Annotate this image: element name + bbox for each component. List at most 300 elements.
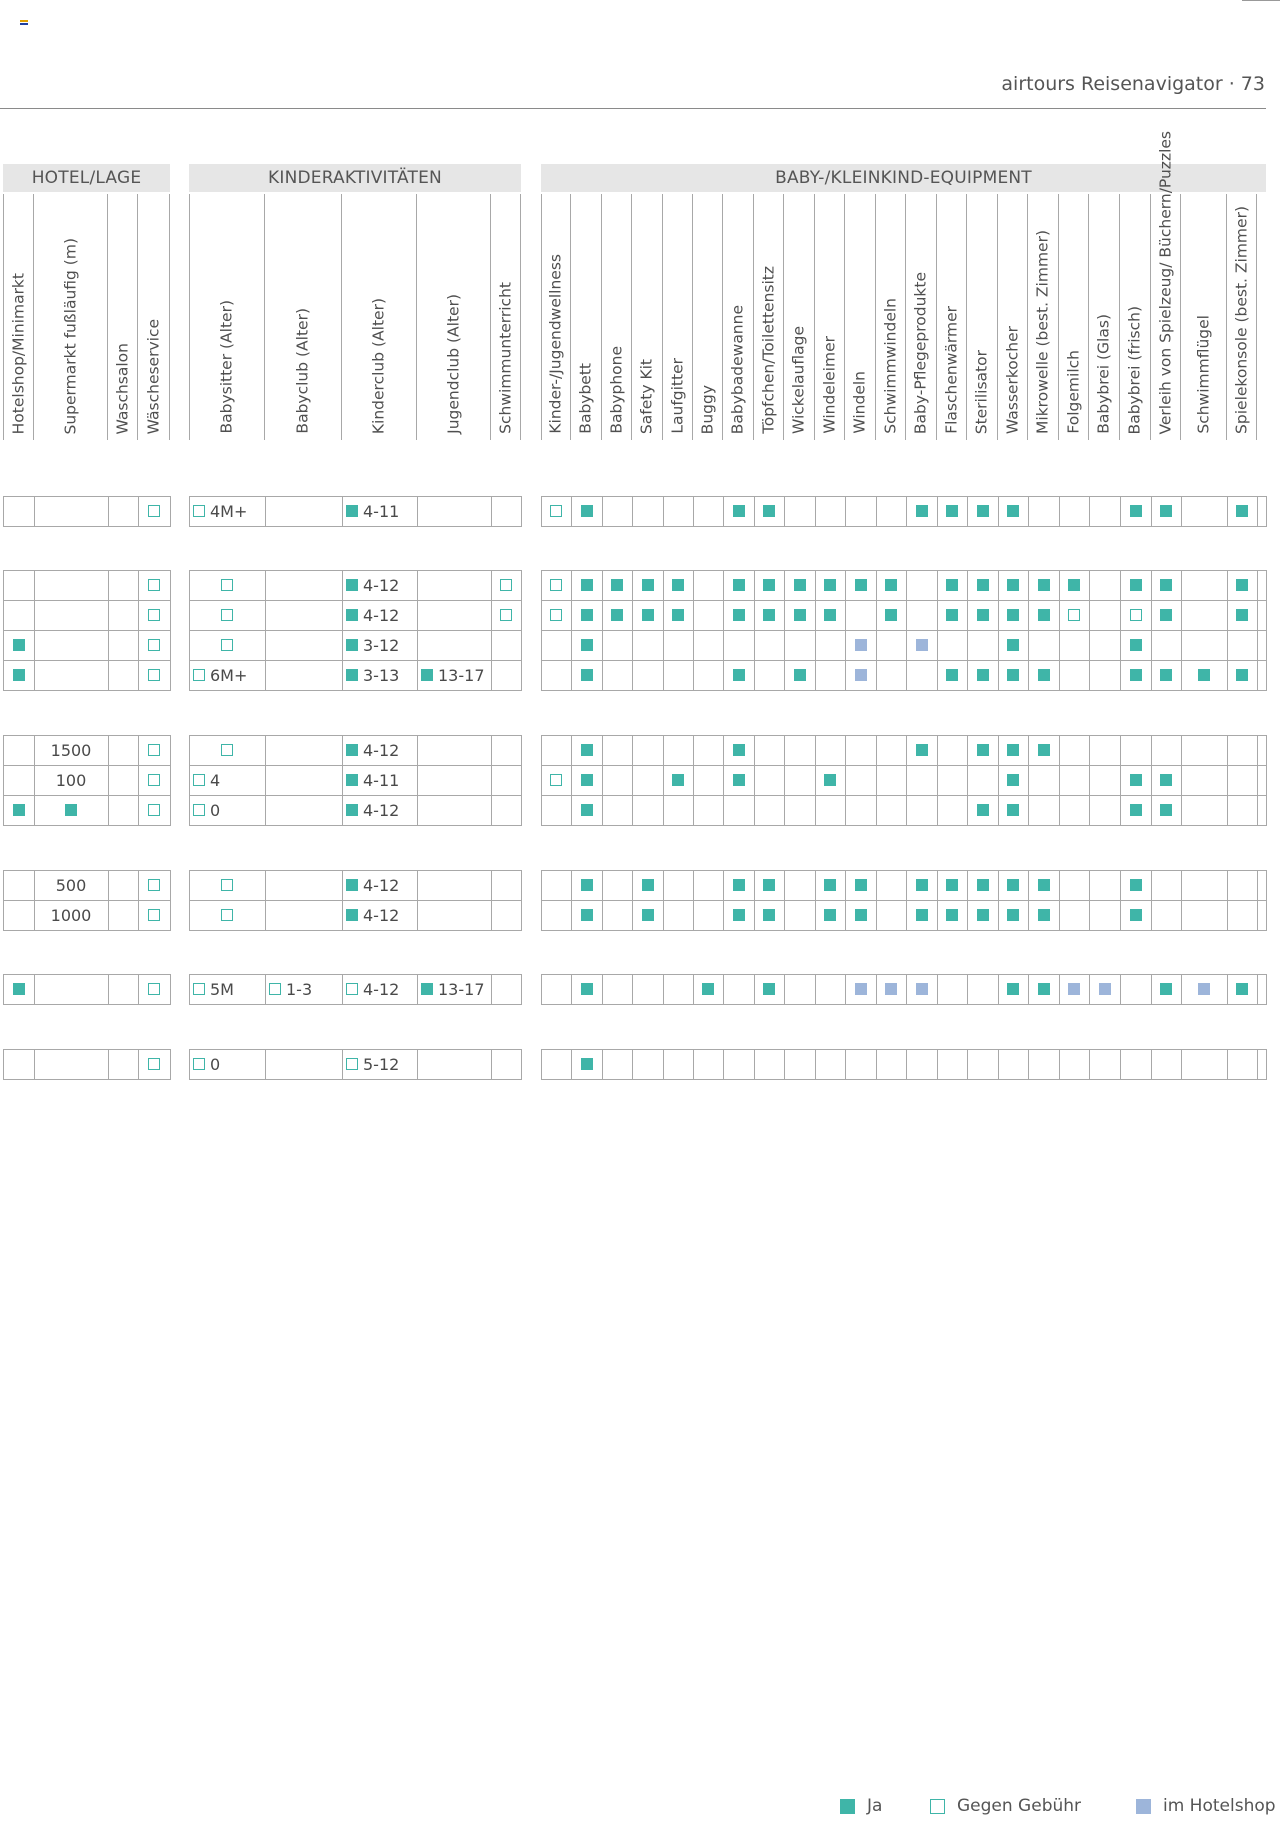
column-header-label: Waschsalon — [113, 342, 131, 434]
cell-divider — [906, 1050, 907, 1079]
ja-marker — [946, 609, 958, 621]
table-cell — [1181, 660, 1227, 690]
ja-marker — [13, 639, 25, 651]
ja-marker — [346, 744, 358, 756]
ja-marker — [1160, 609, 1172, 621]
table-cell — [998, 600, 1028, 630]
ja-marker — [421, 669, 433, 681]
table-cell — [1227, 974, 1257, 1004]
table-cell — [342, 630, 417, 660]
table-cell — [1151, 570, 1181, 600]
ja-marker — [1007, 669, 1019, 681]
table-cell — [1120, 795, 1151, 825]
column-header-label: Buggy — [698, 384, 716, 434]
table-cell — [845, 870, 876, 900]
column-header-label: Wäscheservice — [144, 318, 162, 434]
table-cell — [189, 870, 265, 900]
cell-divider — [1181, 1050, 1182, 1079]
cell-divider — [845, 1050, 846, 1079]
ja-marker — [763, 879, 775, 891]
cell-divider — [491, 975, 492, 1004]
cell-value: 500 — [55, 875, 87, 895]
ja-marker — [977, 609, 989, 621]
im-hotelshop-marker — [916, 639, 928, 651]
table-cell — [754, 900, 784, 930]
cell-divider — [1257, 1050, 1258, 1079]
ja-marker — [581, 909, 593, 921]
cell-divider — [602, 1050, 603, 1079]
ja-marker — [346, 669, 358, 681]
table-cell — [342, 600, 417, 630]
cell-divider — [491, 736, 492, 825]
cell-divider — [1059, 736, 1060, 825]
table-cell — [723, 570, 754, 600]
ja-marker — [824, 774, 836, 786]
ja-marker — [1160, 774, 1172, 786]
cell-divider — [34, 975, 35, 1004]
table-cell — [723, 870, 754, 900]
cell-divider — [815, 497, 816, 526]
cell-divider — [602, 497, 603, 526]
ja-marker — [1038, 879, 1050, 891]
table-cell — [189, 1049, 265, 1079]
gegen-gebuehr-marker — [346, 983, 358, 995]
cell-value: 4-12 — [363, 905, 400, 925]
table-cell — [541, 600, 571, 630]
table-cell — [3, 630, 34, 660]
gegen-gebuehr-marker — [221, 609, 233, 621]
table-cell — [571, 974, 602, 1004]
cell-divider — [1059, 497, 1060, 526]
cell-divider — [937, 975, 938, 1004]
cell-value: 4-12 — [363, 575, 400, 595]
cell-value: 4-12 — [363, 875, 400, 895]
ja-marker — [1007, 639, 1019, 651]
cell-divider — [967, 975, 968, 1004]
table-cell — [571, 795, 602, 825]
table-cell — [138, 765, 170, 795]
ja-marker — [642, 609, 654, 621]
cell-divider — [845, 736, 846, 825]
ja-marker — [977, 669, 989, 681]
gegen-gebuehr-marker — [148, 744, 160, 756]
ja-marker — [855, 579, 867, 591]
table-cell — [1028, 735, 1059, 765]
column-header-label: Wickelauflage — [789, 325, 808, 434]
ja-marker — [824, 879, 836, 891]
cell-divider — [754, 736, 755, 825]
table-cell — [1028, 600, 1059, 630]
column-header-label: Windeln — [850, 371, 869, 434]
table-cell — [815, 900, 845, 930]
gegen-gebuehr-marker — [193, 505, 205, 517]
cell-divider — [784, 497, 785, 526]
cell-value: 4-12 — [363, 740, 400, 760]
ja-marker — [733, 669, 745, 681]
table-cell — [1151, 660, 1181, 690]
column-header-label: Babybrei (frisch) — [1125, 305, 1144, 434]
legend — [0, 1796, 1280, 1818]
column-header-label: Mikrowelle (best. Zimmer) — [1033, 230, 1052, 434]
column-header-27 — [1089, 194, 1120, 440]
column-header-20 — [876, 194, 906, 440]
column-header-label: Schwimmwindeln — [881, 298, 899, 434]
im-hotelshop-marker — [916, 983, 928, 995]
ja-marker — [733, 909, 745, 921]
table-cell — [571, 660, 602, 690]
cell-value: 13-17 — [438, 979, 485, 999]
ja-marker — [581, 879, 593, 891]
table-cell — [998, 496, 1028, 526]
table-cell — [906, 900, 937, 930]
ja-marker — [581, 983, 593, 995]
cell-value: 1000 — [50, 905, 92, 925]
table-cell — [189, 630, 265, 660]
table-cell — [906, 496, 937, 526]
cell-divider — [632, 975, 633, 1004]
column-header-8 — [491, 194, 521, 440]
table-cell — [845, 900, 876, 930]
table-cell — [138, 570, 170, 600]
ja-marker — [1160, 669, 1172, 681]
column-header-label: Schwimmunterricht — [496, 282, 514, 434]
gegen-gebuehr-marker — [148, 909, 160, 921]
ja-marker — [672, 774, 684, 786]
cell-divider — [815, 975, 816, 1004]
gegen-gebuehr-marker — [193, 774, 205, 786]
column-header-label: Babybadewanne — [728, 304, 747, 434]
table-cell — [998, 735, 1028, 765]
ja-marker — [346, 609, 358, 621]
table-cell — [663, 570, 693, 600]
ja-marker — [763, 505, 775, 517]
cell-divider — [1257, 736, 1258, 825]
cell-value: 4-12 — [363, 605, 400, 625]
table-cell — [571, 496, 602, 526]
legend-item-gegen-geb-hr — [930, 1796, 1081, 1816]
cell-divider — [1120, 1050, 1121, 1079]
table-cell — [138, 630, 170, 660]
table-cell — [189, 974, 265, 1004]
table-cell — [998, 660, 1028, 690]
column-header-15 — [723, 194, 754, 440]
ja-marker — [733, 879, 745, 891]
gegen-gebuehr-marker — [148, 1058, 160, 1070]
ja-marker — [1160, 804, 1172, 816]
table-cell — [265, 974, 342, 1004]
table-cell — [784, 600, 815, 630]
ja-marker — [885, 579, 897, 591]
gegen-gebuehr-marker — [221, 879, 233, 891]
column-header-label: Laufgitter — [668, 358, 686, 434]
ja-marker — [946, 669, 958, 681]
gegen-gebuehr-marker — [193, 804, 205, 816]
ja-marker — [1236, 505, 1248, 517]
column-header-label: Baby-Pflegeprodukte — [911, 271, 930, 434]
gegen-gebuehr-marker — [148, 639, 160, 651]
table-cell — [967, 496, 998, 526]
table-cell — [815, 765, 845, 795]
ja-marker — [1130, 804, 1142, 816]
ja-marker — [1160, 983, 1172, 995]
table-cell — [189, 765, 265, 795]
ja-marker — [1038, 579, 1050, 591]
table-cell — [1151, 795, 1181, 825]
ja-marker — [977, 744, 989, 756]
table-cell — [417, 660, 491, 690]
table-cell — [1120, 630, 1151, 660]
table-cell — [967, 870, 998, 900]
table-cell — [998, 795, 1028, 825]
gegen-gebuehr-marker — [550, 505, 562, 517]
column-header-29 — [1151, 130, 1181, 440]
ja-marker — [346, 774, 358, 786]
column-header-24 — [998, 194, 1028, 440]
column-header-3 — [138, 194, 170, 440]
ja-marker — [1130, 639, 1142, 651]
table-cell — [342, 735, 417, 765]
column-header-14 — [693, 194, 723, 440]
gegen-gebuehr-marker — [148, 774, 160, 786]
table-cell — [906, 974, 937, 1004]
cell-divider — [1227, 736, 1228, 825]
gegen-gebuehr-marker — [148, 983, 160, 995]
im-hotelshop-marker — [855, 983, 867, 995]
table-cell — [342, 900, 417, 930]
ja-marker — [977, 505, 989, 517]
ja-marker — [421, 983, 433, 995]
cell-divider — [1181, 736, 1182, 825]
table-cell — [1227, 600, 1257, 630]
cell-value: 5M — [210, 979, 234, 999]
table-cell — [967, 795, 998, 825]
table-cell — [784, 660, 815, 690]
ja-marker — [1007, 774, 1019, 786]
ja-marker — [1007, 609, 1019, 621]
cell-divider — [1227, 1050, 1228, 1079]
table-cell — [693, 974, 723, 1004]
gegen-gebuehr-marker — [148, 579, 160, 591]
cell-value: 6M+ — [210, 665, 248, 685]
table-cell — [998, 870, 1028, 900]
table-cell — [937, 900, 967, 930]
cell-divider — [1257, 497, 1258, 526]
table-cell — [3, 974, 34, 1004]
cell-value: 3-13 — [363, 665, 400, 685]
column-header-21 — [906, 194, 937, 440]
table-cell — [189, 735, 265, 765]
table-cell — [571, 765, 602, 795]
cell-divider — [784, 736, 785, 825]
column-header-label: Töpfchen/Toilettensitz — [759, 266, 777, 434]
column-header-label: Babysitter (Alter) — [217, 300, 236, 434]
table-cell — [138, 496, 170, 526]
table-cell — [189, 660, 265, 690]
ja-marker — [1007, 579, 1019, 591]
table-cell — [998, 900, 1028, 930]
column-header-2 — [108, 194, 138, 440]
gegen-gebuehr-marker — [500, 579, 512, 591]
ja-marker — [1198, 669, 1210, 681]
cell-divider — [265, 1050, 266, 1079]
column-header-label: Verleih von Spielzeug/ Büchern/Puzzles — [1156, 130, 1174, 434]
cell-value: 4-12 — [363, 800, 400, 820]
table-cell — [342, 496, 417, 526]
ja-marker — [916, 909, 928, 921]
ja-marker — [977, 579, 989, 591]
table-cell — [189, 570, 265, 600]
legend-label: Ja — [867, 1796, 883, 1816]
column-header-13 — [663, 194, 693, 440]
table-cell — [138, 735, 170, 765]
ja-marker — [733, 579, 745, 591]
table-cell — [1120, 870, 1151, 900]
column-header-4 — [189, 194, 265, 440]
table-cell — [417, 974, 491, 1004]
ja-marker — [977, 909, 989, 921]
table-cell — [723, 735, 754, 765]
table-cell — [1028, 870, 1059, 900]
table-cell — [967, 600, 998, 630]
cell-divider — [108, 736, 109, 825]
table-cell — [1120, 765, 1151, 795]
cell-divider — [491, 1050, 492, 1079]
ja-marker — [1038, 983, 1050, 995]
cell-divider — [754, 1050, 755, 1079]
ja-marker — [1007, 909, 1019, 921]
table-cell — [1120, 600, 1151, 630]
im-hotelshop-marker — [1099, 983, 1111, 995]
cell-value: 1-3 — [286, 979, 313, 999]
ja-marker — [763, 579, 775, 591]
gegen-gebuehr-marker — [221, 744, 233, 756]
cell-divider — [967, 1050, 968, 1079]
table-cell — [815, 600, 845, 630]
corner-rule — [1242, 0, 1280, 1]
ja-marker — [946, 579, 958, 591]
ja-marker — [946, 879, 958, 891]
table-cell — [571, 570, 602, 600]
ja-marker — [1130, 669, 1142, 681]
ja-marker — [733, 744, 745, 756]
cell-divider — [417, 497, 418, 526]
table-cell — [1227, 496, 1257, 526]
ja-marker — [1038, 609, 1050, 621]
table-cell — [342, 660, 417, 690]
im-hotelshop-marker — [1198, 983, 1210, 995]
gegen-gebuehr-marker — [500, 609, 512, 621]
table-cell — [663, 600, 693, 630]
column-header-10 — [571, 194, 602, 440]
cell-divider — [998, 1050, 999, 1079]
cell-divider — [693, 497, 694, 526]
ja-marker — [346, 879, 358, 891]
table-cell — [189, 600, 265, 630]
ja-marker — [581, 669, 593, 681]
gegen-gebuehr-marker — [1130, 609, 1142, 621]
gegen-gebuehr-marker — [148, 505, 160, 517]
table-cell — [876, 974, 906, 1004]
table-cell — [937, 660, 967, 690]
gegen-gebuehr-marker — [346, 1058, 358, 1070]
table-cell — [632, 600, 663, 630]
table-cell — [342, 870, 417, 900]
corner-logo-mark — [20, 20, 28, 25]
table-cell — [845, 570, 876, 600]
table-cell — [571, 870, 602, 900]
ja-marker — [855, 879, 867, 891]
cell-divider — [417, 1050, 418, 1079]
im-hotelshop-marker — [885, 983, 897, 995]
table-cell — [1120, 660, 1151, 690]
column-header-label: Babybett — [576, 363, 595, 434]
table-cell — [1151, 974, 1181, 1004]
table-cell — [998, 630, 1028, 660]
table-cell — [571, 900, 602, 930]
legend-swatch — [1136, 1799, 1151, 1814]
table-cell — [998, 765, 1028, 795]
ja-marker — [346, 639, 358, 651]
group-header-0: HOTEL/LAGE — [3, 164, 170, 192]
column-header-23 — [967, 194, 998, 440]
ja-marker — [611, 579, 623, 591]
ja-marker — [733, 774, 745, 786]
table-cell — [967, 570, 998, 600]
ja-marker — [1130, 909, 1142, 921]
ja-marker — [794, 609, 806, 621]
ja-marker — [13, 804, 25, 816]
cell-divider — [784, 975, 785, 1004]
cell-divider — [876, 1050, 877, 1079]
cell-divider — [34, 497, 35, 526]
cell-divider — [602, 975, 603, 1004]
table-cell — [342, 974, 417, 1004]
ja-marker — [1236, 609, 1248, 621]
table-cell — [189, 795, 265, 825]
table-cell — [876, 600, 906, 630]
cell-divider — [1089, 1050, 1090, 1079]
gegen-gebuehr-marker — [193, 1058, 205, 1070]
legend-label: Gegen Gebühr — [957, 1796, 1082, 1816]
cell-divider — [417, 736, 418, 825]
table-cell — [937, 600, 967, 630]
gegen-gebuehr-marker — [221, 639, 233, 651]
table-cell — [1028, 974, 1059, 1004]
ja-marker — [581, 744, 593, 756]
column-header-label: Schwimmflügel — [1194, 315, 1212, 434]
column-header-label: Hotelshop/Minimarkt — [9, 272, 27, 434]
cell-divider — [1028, 1050, 1029, 1079]
legend-item-ja — [840, 1796, 882, 1816]
table-cell — [541, 496, 571, 526]
gegen-gebuehr-marker — [148, 879, 160, 891]
table-cell — [342, 795, 417, 825]
im-hotelshop-marker — [855, 639, 867, 651]
column-header-1 — [34, 194, 108, 440]
table-cell — [189, 496, 265, 526]
table-cell — [1059, 570, 1089, 600]
table-cell — [1151, 765, 1181, 795]
column-header-label: Folgemilch — [1064, 350, 1082, 434]
table-cell — [571, 735, 602, 765]
table-cell — [138, 870, 170, 900]
table-cell — [34, 870, 108, 900]
table-cell — [541, 765, 571, 795]
table-cell — [138, 600, 170, 630]
cell-value: 13-17 — [438, 665, 485, 685]
cell-divider — [784, 1050, 785, 1079]
column-header-30 — [1181, 194, 1227, 440]
